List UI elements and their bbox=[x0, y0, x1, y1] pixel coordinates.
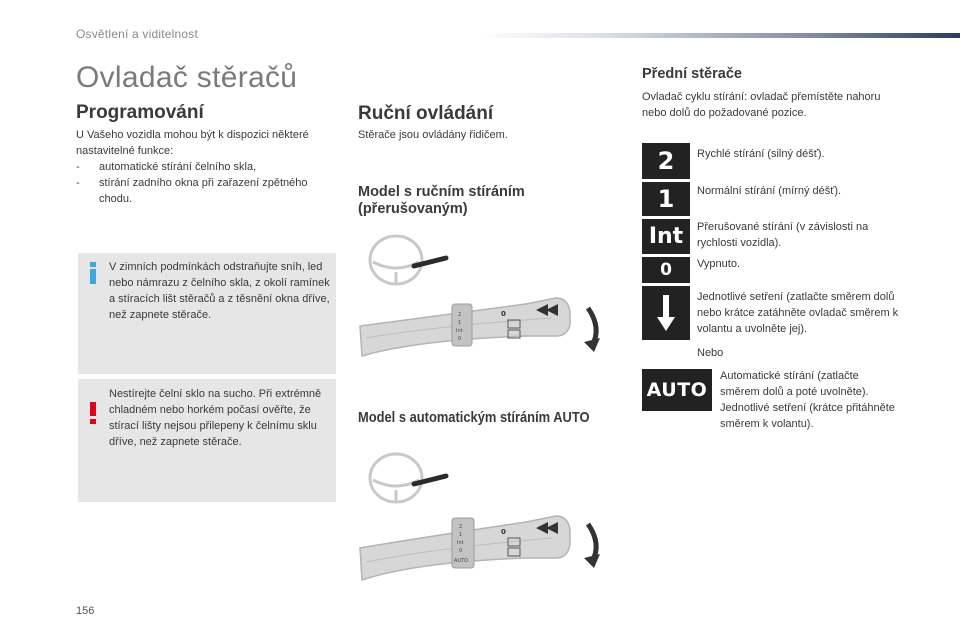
manual-heading: Ruční ovládání bbox=[358, 103, 494, 124]
wiper-lever-illustration-auto bbox=[356, 448, 606, 588]
programming-text bbox=[76, 127, 338, 207]
header-gradient-bar bbox=[478, 33, 960, 38]
page-number: 156 bbox=[76, 605, 95, 617]
front-wipers-heading: Přední stěrače bbox=[642, 66, 742, 82]
steering-wheel-icon bbox=[370, 454, 422, 502]
lever-label-zero: 0 bbox=[458, 336, 462, 342]
off-icon: 0 bbox=[642, 257, 690, 283]
intermittent-model-heading: Model s ručním stíráním (přerušovaným) bbox=[358, 184, 525, 217]
manual-text: Stěrače jsou ovládány řidičem. bbox=[358, 129, 508, 141]
auto-model-heading: Model s automatickým stíráním AUTO bbox=[358, 409, 590, 426]
lever-label-auto: AUTO bbox=[454, 558, 469, 564]
intermittent-icon: Int bbox=[642, 219, 690, 254]
programming-intro: U Vašeho vozidla mohou být k dispozici některé nastavitelné funkce: bbox=[76, 129, 309, 157]
lever-label-int: Int bbox=[457, 540, 464, 546]
rear-wiper-label-zero: 0 bbox=[501, 528, 506, 536]
or-text: Nebo bbox=[697, 347, 724, 359]
lever-label-one: 1 bbox=[458, 320, 462, 326]
page-title: Ovladač stěračů bbox=[76, 61, 298, 94]
position-off-text: Vypnuto. bbox=[697, 258, 741, 270]
warning-note bbox=[78, 379, 336, 502]
warning-note-text: Nestírejte čelní sklo na sucho. Při extrémně chladném nebo horkém počasí ověřte, že stírací lišty nejsou přilepeny k čelnímu sklu dříve, než zapnete stěrače. bbox=[109, 388, 322, 448]
section-header: Osvětlení a viditelnost bbox=[76, 27, 198, 41]
wiper-lever-illustration-intermittent bbox=[356, 228, 606, 380]
auto-wipe-text: Automatické stírání (zatlačte směrem dolů a poté uvolněte). Jednotlivé setření (krátce přitáhněte směrem k volantu). bbox=[720, 370, 895, 430]
lever-label-int: Int bbox=[456, 328, 463, 334]
speed-two-icon: 2 bbox=[642, 143, 690, 179]
rear-wiper-label-zero: 0 bbox=[501, 310, 506, 318]
programming-heading: Programování bbox=[76, 102, 204, 123]
lever-label-two: 2 bbox=[459, 524, 463, 530]
list-item: - stírání zadního okna při zařazení zpětného chodu. bbox=[76, 175, 338, 207]
info-icon bbox=[88, 262, 98, 282]
info-note bbox=[78, 253, 336, 374]
auto-icon: AUTO bbox=[642, 369, 712, 411]
lever-label-zero: 0 bbox=[459, 548, 463, 554]
warning-icon bbox=[88, 388, 98, 408]
down-arrow-icon bbox=[642, 286, 690, 340]
front-wipers-intro: Ovladač cyklu stírání: ovladač přemístěte nahoru nebo dolů do požadované pozice. bbox=[642, 91, 881, 119]
lever-label-two: 2 bbox=[458, 312, 462, 318]
position-one-text: Normální stírání (mírný déšť). bbox=[697, 185, 842, 197]
lever-label-one: 1 bbox=[459, 532, 463, 538]
position-int-text: Přerušované stírání (v závislosti na rychlosti vozidla). bbox=[697, 221, 869, 249]
programming-list bbox=[76, 159, 338, 207]
position-two-text: Rychlé stírání (silný déšť). bbox=[697, 148, 825, 160]
single-wipe-text: Jednotlivé setření (zatlačte směrem dolů nebo krátce zatáhněte ovladač směrem k volantu a uvolněte jej). bbox=[697, 291, 899, 335]
list-item: - automatické stírání čelního skla, bbox=[76, 159, 338, 175]
info-note-text: V zimních podmínkách odstraňujte sníh, led nebo námrazu z čelního skla, z okolí ramínek a stíracích lišt stěračů a z těsnění okna dříve, než zapnete stěrače. bbox=[109, 261, 330, 321]
speed-one-icon: 1 bbox=[642, 182, 690, 216]
steering-wheel-icon bbox=[370, 236, 422, 284]
